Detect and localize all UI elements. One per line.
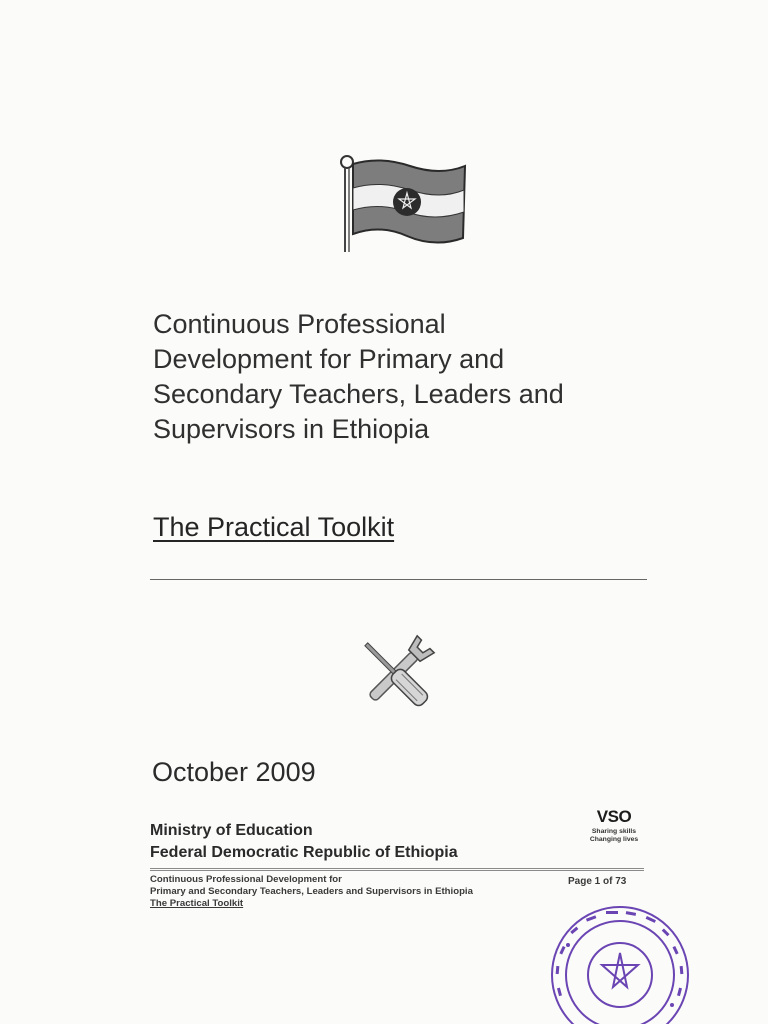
footer-line: Continuous Professional Development for xyxy=(150,874,342,885)
vso-tagline: Sharing skills xyxy=(591,828,637,835)
ministry-name: Ministry of Education xyxy=(150,822,313,839)
document-date: October 2009 xyxy=(152,757,316,787)
official-seal-stamp-icon xyxy=(540,905,700,1024)
vso-logo-text: VSO xyxy=(596,807,632,826)
ethiopian-flag-icon xyxy=(335,150,475,258)
document-title xyxy=(153,307,673,447)
footer-line: The Practical Toolkit xyxy=(150,898,244,909)
vso-logo xyxy=(584,806,644,844)
footer-divider xyxy=(150,868,644,871)
title-line: Secondary Teachers, Leaders and xyxy=(153,379,564,409)
vso-tagline: Changing lives xyxy=(589,836,639,843)
document-subtitle: The Practical Toolkit xyxy=(153,512,395,542)
country-name: Federal Democratic Republic of Ethiopia xyxy=(150,844,458,861)
page-number: Page 1 of 73 xyxy=(568,876,627,887)
footer-line: Primary and Secondary Teachers, Leaders and Supervisors in Ethiopia xyxy=(150,886,473,897)
wrench-screwdriver-icon xyxy=(350,628,442,720)
title-line: Development for Primary and xyxy=(153,344,505,374)
divider xyxy=(150,579,647,580)
title-line: Supervisors in Ethiopia xyxy=(153,414,430,444)
footer-running-title xyxy=(150,874,570,910)
title-line: Continuous Professional xyxy=(153,309,446,339)
document-footer xyxy=(150,807,644,909)
